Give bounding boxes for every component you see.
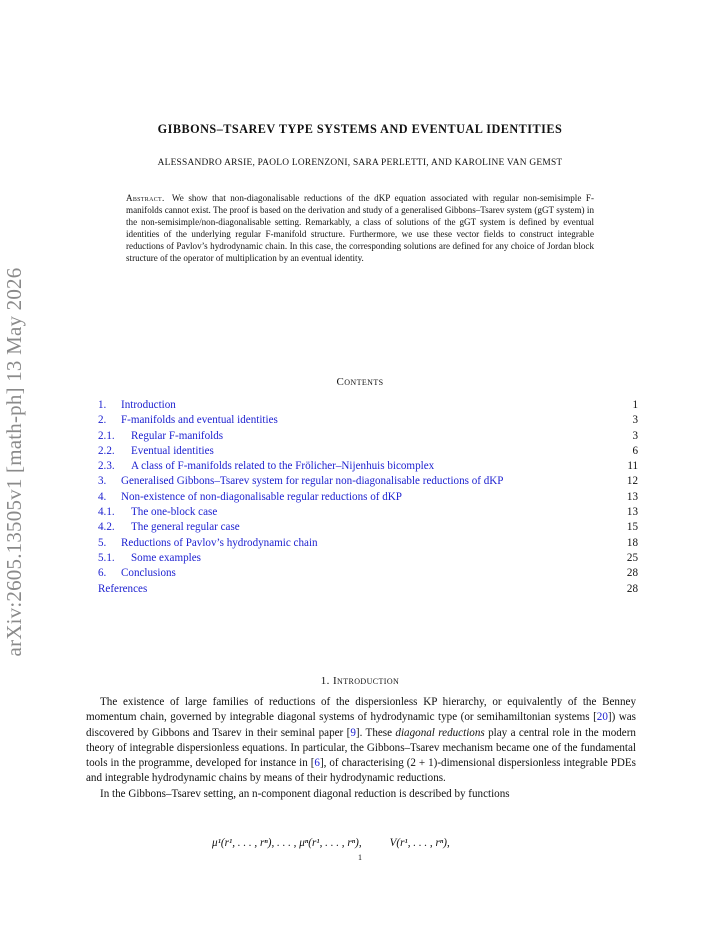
toc-entry-number: 4.2. [98,521,115,534]
toc-entry-title: Generalised Gibbons–Tsarev system for regular non-diagonalisable reductions of dKP [121,475,504,488]
paragraph: The existence of large families of reductions of the dispersionless KP hierarchy, or equivalently of the Benney momentum chain, governed by integrable diagonal systems of hydrodynamic type (or semihamiltonian systems [20]) was discovered by Gibbons and Tsarev in their seminal paper [9]. These diagonal reductions play a central role in the modern theory of integrable dispersionless equations. In particular, the Gibbons–Tsarev mechanism became one of the fundamental tools in the programme, developed for instance in [6], of characterising (2 + 1)-dimensional dispersionless integrable PDEs and integrable hydrodynamic chains by means of their hydrodynamic reductions. [86,696,636,785]
toc-entry-f-manifolds[interactable] [98,413,638,428]
toc-entry-title: Introduction [121,399,176,411]
toc-entry-title: Regular F-manifolds [131,429,224,442]
toc-entry-conclusions[interactable] [98,566,638,581]
toc-entry-page: 13 [626,506,638,519]
toc-entry-number: 2.2. [98,444,115,457]
toc-entry-references[interactable] [98,582,638,597]
citation-link[interactable]: 9 [350,726,356,739]
toc-entry-number: 2. [98,414,107,427]
toc-entry-page: 28 [626,582,638,595]
toc-entry-non-existence[interactable] [98,490,638,505]
toc-entry-some-examples[interactable] [98,551,638,566]
display-equation [212,837,450,849]
toc-entry-title: Conclusions [121,567,176,580]
toc-entry-title: F-manifolds and eventual identities [121,414,278,427]
toc-entry-page: 6 [632,444,638,457]
toc-entry-number: 2.1. [98,429,115,442]
toc-entry-pavlov-chain[interactable] [98,536,638,551]
introduction-body [86,695,636,802]
toc-entry-one-block-case[interactable] [98,505,638,520]
emphasis: diagonal reductions [395,726,485,739]
toc-entry-page: 15 [626,521,638,534]
toc-entry-number: 2.3. [98,460,115,473]
paragraph: In the Gibbons–Tsarev setting, an n-component diagonal reduction is described by functions [100,787,510,800]
abstract-label: Abstract. [126,193,165,203]
toc-entry-number: 6. [98,567,107,580]
toc-entry-title: Reductions of Pavlov’s hydrodynamic chain [121,536,318,549]
toc-entry-number: 4. [98,490,107,503]
toc-entry-number: 3. [98,475,107,488]
toc-entry-title: Some examples [131,551,201,564]
toc-entry-title: References [98,582,148,595]
table-of-contents [98,398,638,597]
toc-entry-page: 3 [632,429,638,442]
toc-entry-title: Non-existence of non-diagonalisable regular reductions of dKP [121,490,402,503]
toc-entry-regular-f-manifolds[interactable] [98,429,638,444]
abstract [126,192,594,265]
toc-entry-page: 13 [626,490,638,503]
arxiv-identifier: arXiv:2605.13505v1 [math-ph] 13 May 2026 [2,267,26,657]
paper-title: GIBBONS–TSAREV TYPE SYSTEMS AND EVENTUAL IDENTITIES [157,122,563,136]
section-title: Introduction [332,675,400,687]
citation-link[interactable]: 6 [314,757,320,770]
toc-entry-number: 4.1. [98,506,115,519]
toc-entry-title: The one-block case [131,506,218,519]
toc-entry-page: 25 [626,551,638,564]
equation-left: μ¹(r¹, . . . , rⁿ), . . . , μⁿ(r¹, . . . , rⁿ), [212,837,362,849]
toc-entry-title: Eventual identities [131,444,214,457]
abstract-text: We show that non-diagonalisable reductions of the dKP equation associated with regular non-semisimple F-manifolds cannot exist. The proof is based on the derivation and study of a generalised Gibbons–Tsarev system (gGT system) in the non-semisimple/non-diagonalisable setting. Remarkably, a class of solutions of the gGT system is defined by eventual identities of the underlying regular F-manifold structure. Furthermore, we use these vector fields to construct integrable reductions of Pavlov’s hydrodynamic chain. In this case, the corresponding solutions are defined for any choice of Jordan block structure of the operator of multiplication by an eventual identity. [126,193,594,264]
toc-entry-frolicher-nijenhuis[interactable] [98,459,638,474]
toc-entry-page: 12 [626,475,638,488]
toc-entry-general-regular-case[interactable] [98,520,638,535]
author-list: ALESSANDRO ARSIE, PAOLO LORENZONI, SARA PERLETTI, AND KAROLINE VAN GEMST [157,158,563,168]
section-number: 1. [320,675,330,687]
citation-link[interactable]: 20 [596,711,608,724]
toc-entry-title: A class of F-manifolds related to the Frölicher–Nijenhuis bicomplex [131,460,435,473]
toc-entry-page: 11 [627,460,638,473]
contents-heading: Contents [336,376,384,388]
toc-entry-eventual-identities[interactable] [98,444,638,459]
toc-entry-number: 5.1. [98,551,115,564]
toc-entry-number: 1. [98,399,107,411]
equation-right: V(r¹, . . . , rⁿ), [389,837,450,849]
page-number: 1 [358,853,362,862]
toc-entry-page: 3 [632,414,638,427]
toc-entry-page: 28 [626,567,638,580]
toc-entry-page: 1 [632,399,638,411]
toc-entry-number: 5. [98,536,107,549]
toc-entry-generalised-gibbons-tsarev[interactable] [98,474,638,489]
toc-entry-introduction[interactable] [98,398,638,413]
toc-entry-title: The general regular case [131,521,240,534]
section-heading-introduction [0,675,720,687]
toc-entry-page: 18 [626,536,638,549]
